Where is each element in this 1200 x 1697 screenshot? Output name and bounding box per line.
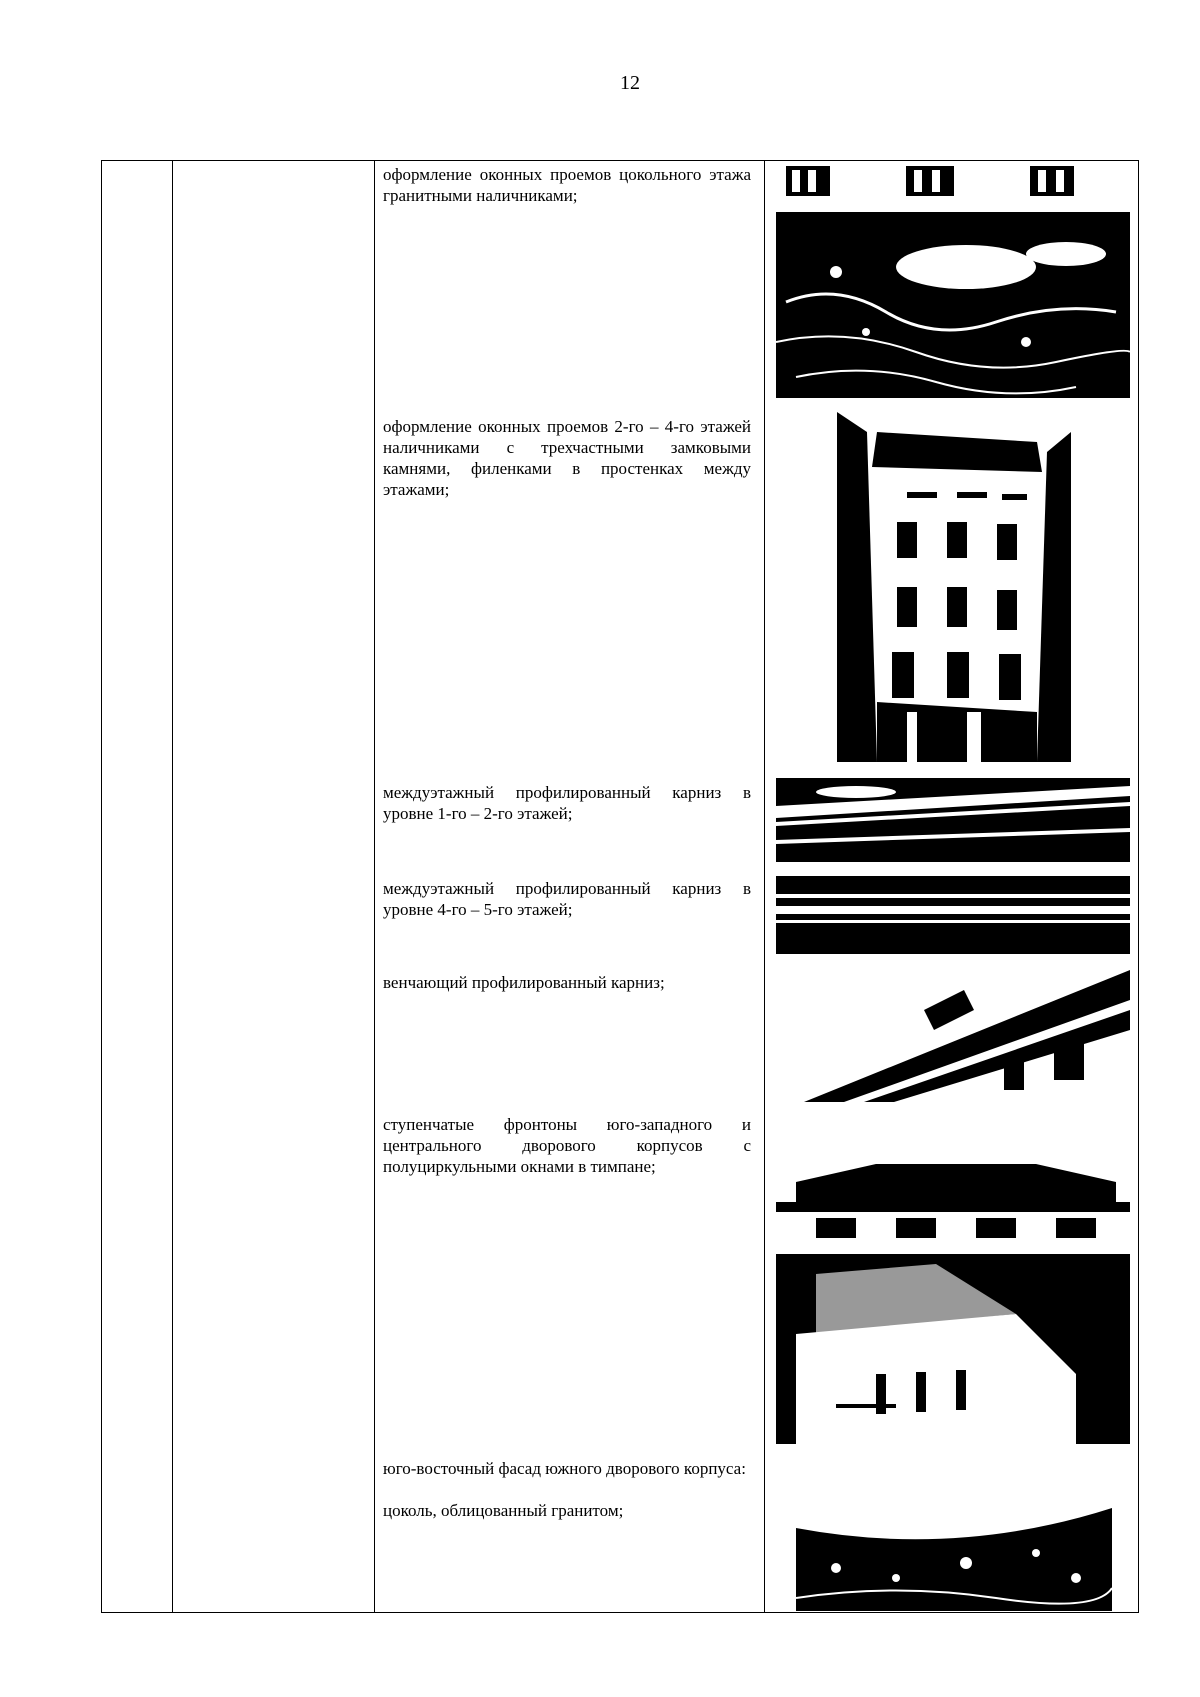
column-divider-2: [374, 161, 375, 1612]
item-text-4: междуэтажный профилированный карниз в уровне 4-го – 5-го этажей;: [383, 879, 751, 919]
item-text-5: венчающий профилированный карниз;: [383, 973, 665, 992]
photo-courtyard-building: [776, 1254, 1130, 1444]
column-divider-1: [172, 161, 173, 1612]
photo-crowning-cornice: [804, 970, 1130, 1102]
photo-upper-facade: [837, 412, 1071, 762]
item-text-2: оформление оконных проемов 2-го – 4-го этажей наличниками с трехчастными замковыми камнями, филенками в простенках между этажами;: [383, 417, 751, 499]
photo-cornice-4-5: [776, 876, 1130, 954]
item-text-3: междуэтажный профилированный карниз в уровне 1-го – 2-го этажей;: [383, 783, 751, 823]
photo-cornice-1-2: [776, 778, 1130, 862]
item-text-6: ступенчатые фронтоны юго-западного и центрального дворового корпусов с полуциркульными окнами в тимпане;: [383, 1115, 751, 1176]
page-number: 12: [620, 72, 640, 94]
photo-granite-plinth: [796, 1458, 1112, 1611]
item-text-7: юго-восточный фасад южного дворового корпуса: цоколь, облицованный гранитом;: [383, 1459, 746, 1520]
column-divider-3: [764, 161, 765, 1612]
item-text-1: оформление оконных проемов цокольного этажа гранитными наличниками;: [383, 165, 751, 205]
photo-stepped-gables: [776, 1152, 1130, 1248]
photo-basement-windows: [776, 162, 1130, 398]
